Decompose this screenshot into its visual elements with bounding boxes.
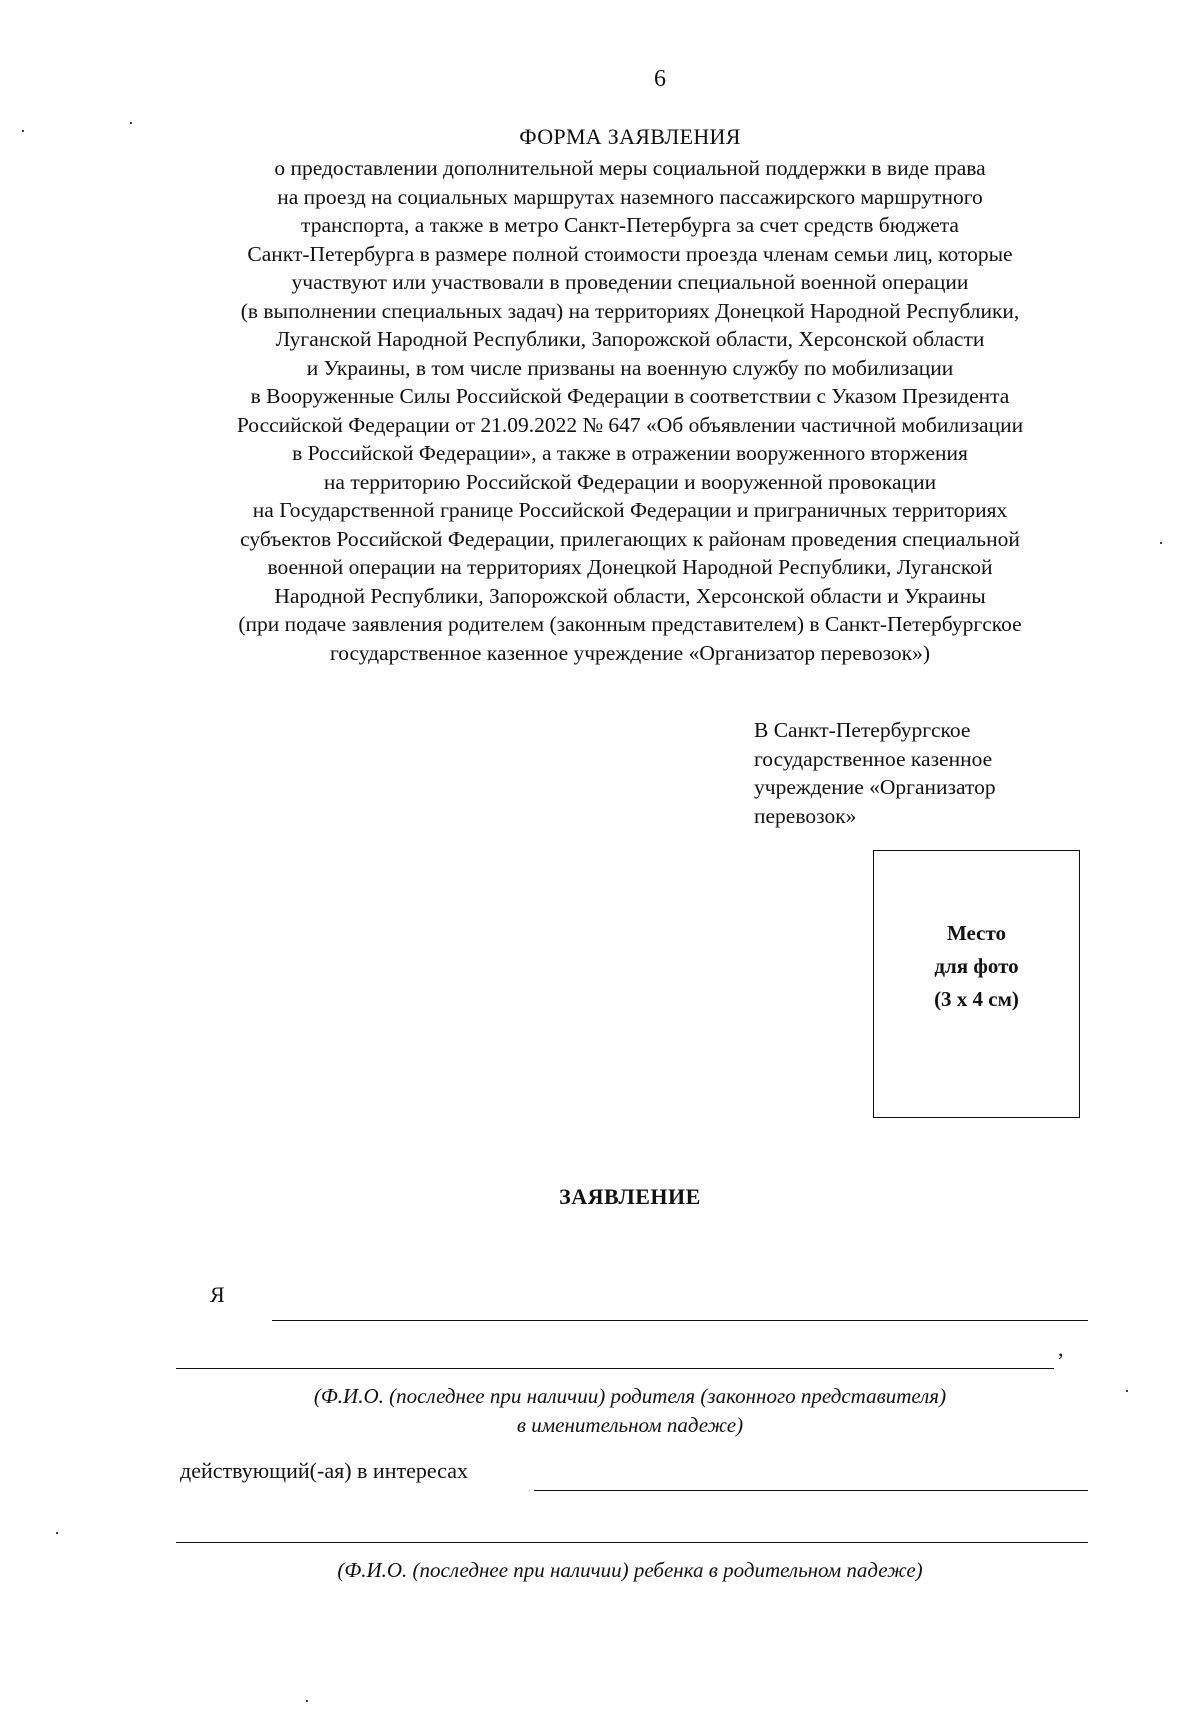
subtitle-line: транспорта, а также в метро Санкт-Петербурга за счет средств бюджета — [301, 213, 959, 237]
subtitle-line: военной операции на территориях Донецкой Народной Республики, Луганской — [267, 555, 993, 579]
child-name-caption: (Ф.И.О. (последнее при наличии) ребенка в родительном падеже) — [337, 1558, 923, 1582]
addressee-line: государственное казенное — [754, 746, 993, 771]
photo-placeholder-label — [874, 917, 1079, 1016]
caption-line: (Ф.И.О. (последнее при наличии) родителя (законного представителя) — [313, 1384, 947, 1408]
scan-speck — [1126, 1390, 1128, 1392]
subtitle-line: о предоставлении дополнительной меры социальной поддержки в виде права — [274, 156, 986, 180]
statement-heading: ЗАЯВЛЕНИЕ — [559, 1184, 701, 1209]
subtitle-line: (при подаче заявления родителем (законным представителем) в Санкт-Петербургское — [238, 612, 1022, 636]
photo-label-line: для фото — [934, 954, 1019, 978]
acting-in-interests-label: действующий(-ая) в интересах — [180, 1458, 468, 1483]
addressee-line: перевозок» — [754, 803, 857, 828]
subtitle-line: субъектов Российской Федерации, прилегающих к районам проведения специальной — [240, 526, 1020, 551]
subtitle-line: Народной Республики, Запорожской области, Херсонской области и Украины — [274, 583, 986, 608]
applicant-name-line-1[interactable] — [272, 1320, 1088, 1321]
subtitle-line: Санкт-Петербурга в размере полной стоимости проезда членам семьи лиц, которые — [247, 241, 1013, 266]
subtitle-line: (в выполнении специальных задач) на территориях Донецкой Народной Республики, — [240, 298, 1020, 323]
caption-line: в именительном падеже) — [516, 1413, 744, 1437]
scan-speck — [56, 1532, 58, 1534]
subtitle-line: Луганской Народной Республики, Запорожской области, Херсонской области — [275, 327, 985, 351]
child-name-line-1[interactable] — [534, 1490, 1088, 1491]
scan-speck — [1160, 542, 1162, 544]
subtitle-line: участвуют или участвовали в проведении специальной военной операции — [291, 270, 969, 294]
child-name-line-2[interactable] — [176, 1542, 1088, 1543]
parent-name-caption — [0, 1382, 1200, 1440]
page-number: 6 — [654, 66, 666, 92]
subtitle-line: Российской Федерации от 21.09.2022 № 647 «Об объявлении частичной мобилизации — [236, 412, 1024, 437]
subtitle-line: в Вооруженные Силы Российской Федерации в соответствии с Указом Президента — [250, 384, 1010, 408]
addressee-line: В Санкт-Петербургское — [754, 718, 971, 742]
subtitle-line: государственное казенное учреждение «Организатор перевозок») — [329, 640, 931, 665]
applicant-prefix: Я — [210, 1282, 225, 1307]
scan-speck — [130, 122, 132, 124]
form-title: ФОРМА ЗАЯВЛЕНИЯ — [519, 124, 741, 149]
addressee-block — [754, 716, 1094, 830]
addressee-line: учреждение «Организатор — [754, 775, 996, 799]
scan-speck — [306, 1700, 308, 1702]
photo-label-line: (3 х 4 см) — [934, 987, 1019, 1011]
subtitle-line: на территорию Российской Федерации и вооруженной провокации — [323, 469, 937, 494]
applicant-name-line-2[interactable] — [176, 1368, 1054, 1369]
photo-label-line: Место — [947, 921, 1006, 945]
subtitle-line: на проезд на социальных маршрутах наземного пассажирского маршрутного — [277, 184, 983, 209]
subtitle-line: на Государственной границе Российской Федерации и приграничных территориях — [252, 498, 1008, 522]
subtitle-line: и Украины, в том числе призваны на военную службу по мобилизации — [306, 355, 954, 380]
scan-speck — [22, 130, 24, 132]
subtitle-line: в Российской Федерации», а также в отражении вооруженного вторжения — [292, 441, 968, 465]
line-end-comma: , — [1058, 1336, 1064, 1361]
photo-placeholder-box[interactable] — [873, 850, 1080, 1118]
form-subtitle — [150, 154, 1110, 667]
